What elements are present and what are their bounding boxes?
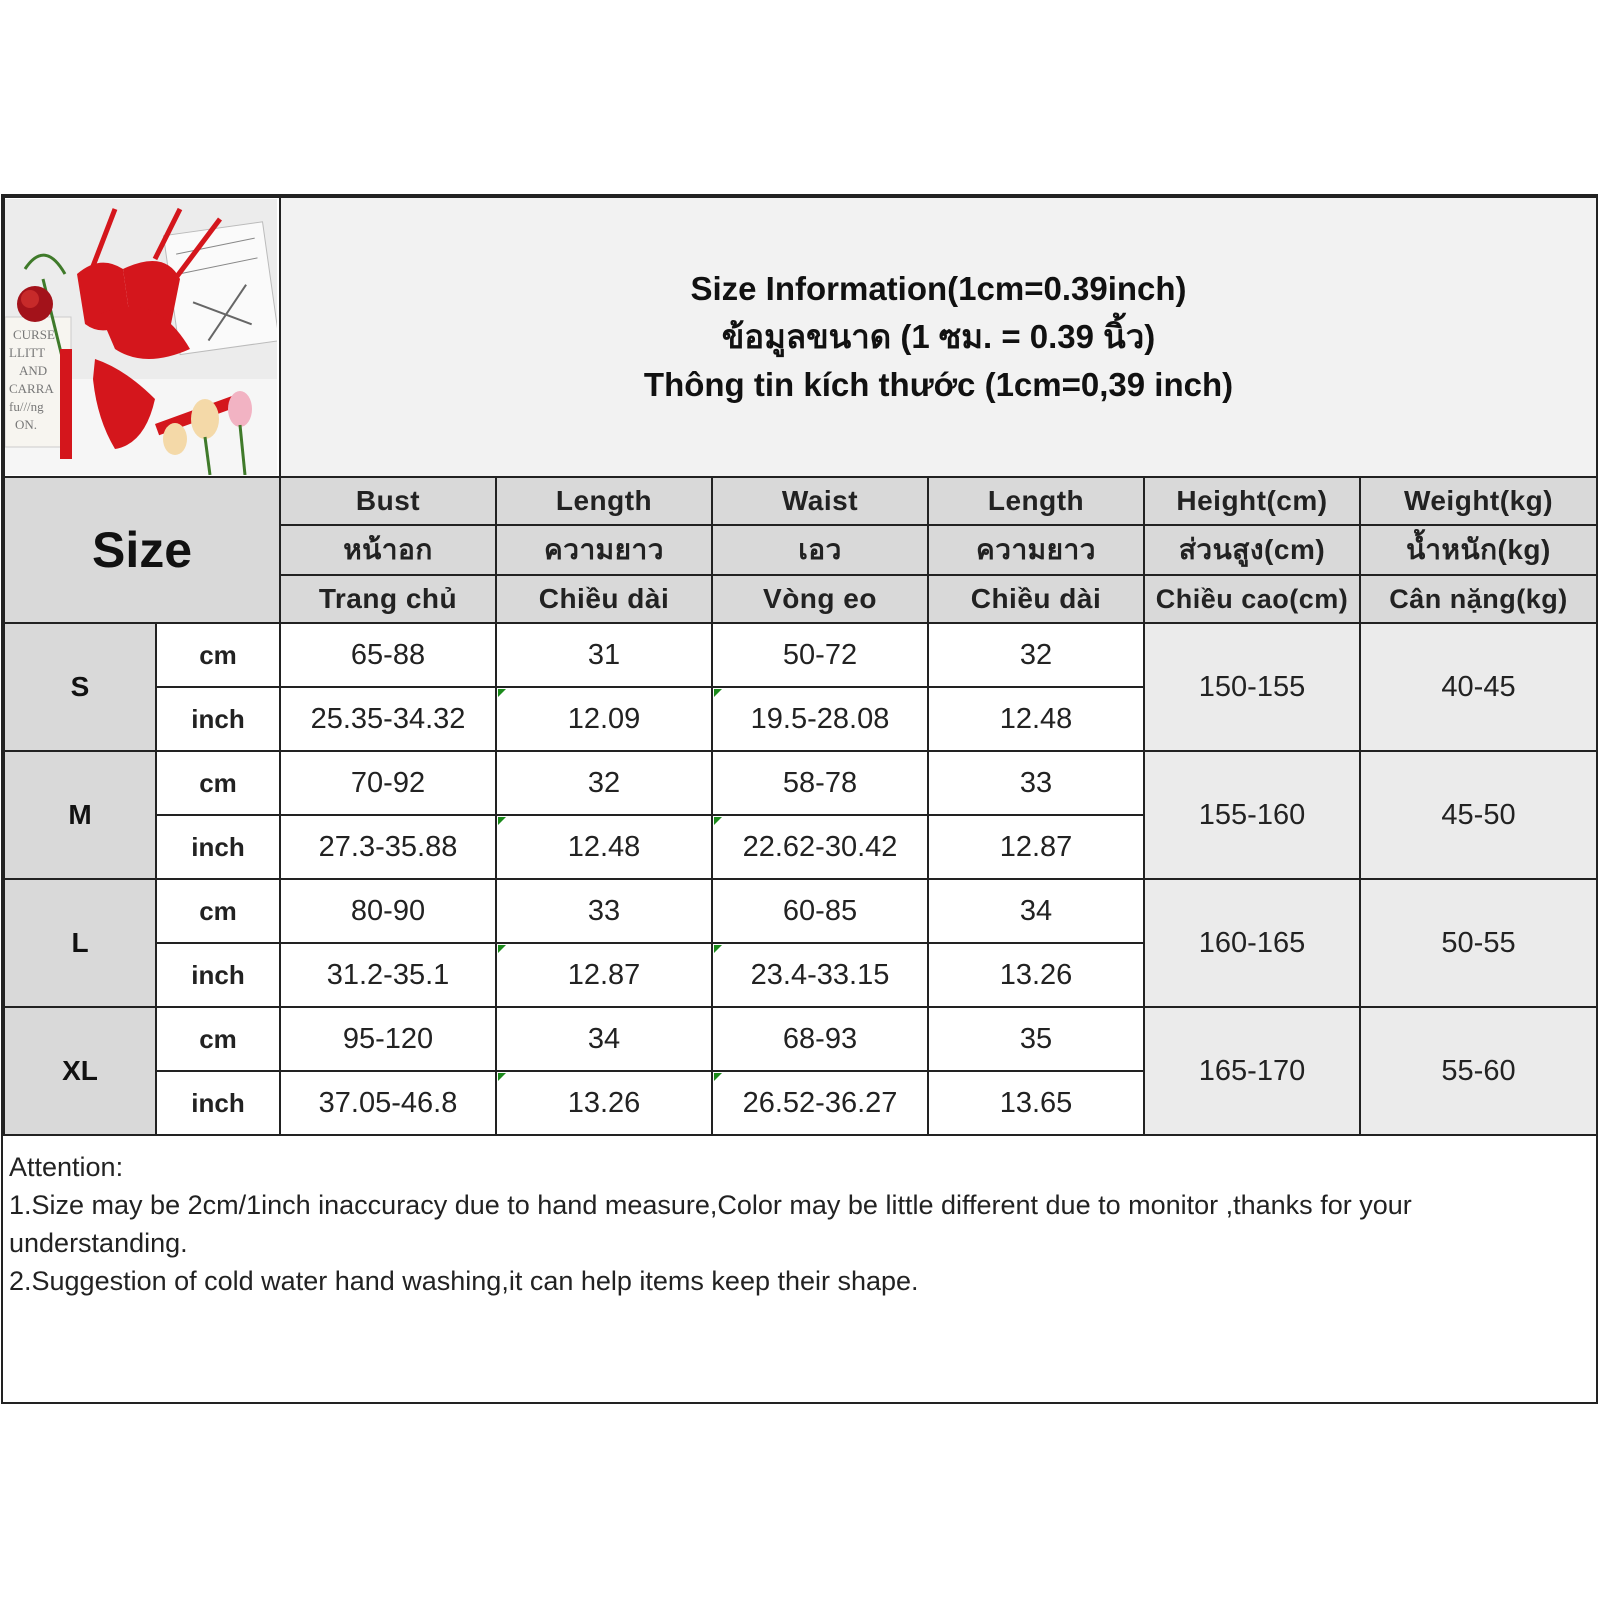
unit-label: inch: [156, 1071, 280, 1135]
size-header: Size: [4, 477, 280, 623]
weight-cell: 45-50: [1360, 751, 1597, 879]
table-row: [4, 879, 1597, 943]
length2-cell: 34: [928, 879, 1144, 943]
col-header-weight-th: น้ำหนัก(kg): [1360, 525, 1597, 575]
col-header-weight-vi: Cân nặng(kg): [1360, 575, 1597, 623]
length-cell: 31: [496, 623, 712, 687]
product-photo: [4, 197, 280, 477]
length-cell: 12.87: [496, 943, 712, 1007]
bust-cell: 95-120: [280, 1007, 496, 1071]
height-cell: 165-170: [1144, 1007, 1360, 1135]
weight-cell: 50-55: [1360, 879, 1597, 1007]
title-thai: ข้อมูลขนาด (1 ซม. = 0.39 นิ้ว): [721, 318, 1156, 355]
cell-flag-mark: [498, 1073, 506, 1081]
col-header-weight-en: Weight(kg): [1360, 477, 1597, 525]
col-header-height-th: ส่วนสูง(cm): [1144, 525, 1360, 575]
waist-cell: 50-72: [712, 623, 928, 687]
waist-cell: 22.62-30.42: [712, 815, 928, 879]
attention-line-1: 1.Size may be 2cm/1inch inaccuracy due to hand measure,Color may be little different due to monitor ,thanks for your understanding.: [9, 1190, 1412, 1258]
bust-cell: 37.05-46.8: [280, 1071, 496, 1135]
length-cell: 32: [496, 751, 712, 815]
bust-cell: 27.3-35.88: [280, 815, 496, 879]
bust-cell: 31.2-35.1: [280, 943, 496, 1007]
col-header-length2-vi: Chiều dài: [928, 575, 1144, 623]
unit-label: inch: [156, 815, 280, 879]
size-label: M: [4, 751, 156, 879]
cell-flag-mark: [498, 817, 506, 825]
cell-flag-mark: [714, 945, 722, 953]
waist-cell: 19.5-28.08: [712, 687, 928, 751]
unit-label: cm: [156, 1007, 280, 1071]
cell-flag-mark: [714, 817, 722, 825]
size-label: XL: [4, 1007, 156, 1135]
cell-flag-mark: [714, 689, 722, 697]
length2-cell: 13.65: [928, 1071, 1144, 1135]
svg-text:LLITT: LLITT: [9, 345, 46, 360]
col-header-length-vi: Chiều dài: [496, 575, 712, 623]
length-cell: 13.26: [496, 1071, 712, 1135]
col-header-length2-th: ความยาว: [928, 525, 1144, 575]
waist-cell: 60-85: [712, 879, 928, 943]
unit-label: inch: [156, 943, 280, 1007]
cell-flag-mark: [498, 945, 506, 953]
length2-cell: 35: [928, 1007, 1144, 1071]
waist-cell: 58-78: [712, 751, 928, 815]
length2-cell: 32: [928, 623, 1144, 687]
svg-text:AND: AND: [19, 363, 48, 378]
weight-cell: 55-60: [1360, 1007, 1597, 1135]
attention-heading: Attention:: [9, 1152, 124, 1182]
size-info-title: [280, 197, 1597, 477]
length-cell: 33: [496, 879, 712, 943]
col-header-bust-th: หน้าอก: [280, 525, 496, 575]
size-table: [3, 196, 1598, 1136]
col-header-waist-th: เอว: [712, 525, 928, 575]
size-label: L: [4, 879, 156, 1007]
title-english: Size Information(1cm=0.39inch): [690, 270, 1187, 307]
height-cell: 155-160: [1144, 751, 1360, 879]
col-header-waist-en: Waist: [712, 477, 928, 525]
col-header-bust-en: Bust: [280, 477, 496, 525]
waist-cell: 26.52-36.27: [712, 1071, 928, 1135]
height-cell: 160-165: [1144, 879, 1360, 1007]
waist-cell: 23.4-33.15: [712, 943, 928, 1007]
svg-text:ON.: ON.: [15, 417, 38, 432]
col-header-height-vi: Chiều cao(cm): [1144, 575, 1360, 623]
col-header-length-th: ความยาว: [496, 525, 712, 575]
waist-cell: 68-93: [712, 1007, 928, 1071]
svg-text:CARRA: CARRA: [9, 381, 54, 396]
bust-cell: 70-92: [280, 751, 496, 815]
length-cell: 34: [496, 1007, 712, 1071]
bust-cell: 65-88: [280, 623, 496, 687]
table-row: [4, 1007, 1597, 1071]
cell-flag-mark: [498, 689, 506, 697]
table-row: [4, 751, 1597, 815]
col-header-waist-vi: Vòng eo: [712, 575, 928, 623]
attention-line-2: 2.Suggestion of cold water hand washing,it can help items keep their shape.: [9, 1266, 919, 1296]
attention-note: [3, 1144, 1596, 1300]
lingerie-product-photo-icon: [5, 199, 277, 475]
col-header-length2-en: Length: [928, 477, 1144, 525]
length2-cell: 12.48: [928, 687, 1144, 751]
unit-label: cm: [156, 751, 280, 815]
weight-cell: 40-45: [1360, 623, 1597, 751]
size-chart-sheet: [1, 194, 1598, 1404]
svg-text:CURSE: CURSE: [13, 327, 55, 342]
col-header-bust-vi: Trang chủ: [280, 575, 496, 623]
height-cell: 150-155: [1144, 623, 1360, 751]
length-cell: 12.48: [496, 815, 712, 879]
unit-label: inch: [156, 687, 280, 751]
unit-label: cm: [156, 623, 280, 687]
col-header-length-en: Length: [496, 477, 712, 525]
table-row: [4, 623, 1597, 687]
length2-cell: 12.87: [928, 815, 1144, 879]
bust-cell: 25.35-34.32: [280, 687, 496, 751]
length2-cell: 33: [928, 751, 1144, 815]
title-vietnamese: Thông tin kích thước (1cm=0,39 inch): [643, 366, 1234, 403]
length-cell: 12.09: [496, 687, 712, 751]
length2-cell: 13.26: [928, 943, 1144, 1007]
cell-flag-mark: [714, 1073, 722, 1081]
unit-label: cm: [156, 879, 280, 943]
bust-cell: 80-90: [280, 879, 496, 943]
svg-text:fu///ng: fu///ng: [9, 399, 44, 414]
col-header-height-en: Height(cm): [1144, 477, 1360, 525]
size-label: S: [4, 623, 156, 751]
